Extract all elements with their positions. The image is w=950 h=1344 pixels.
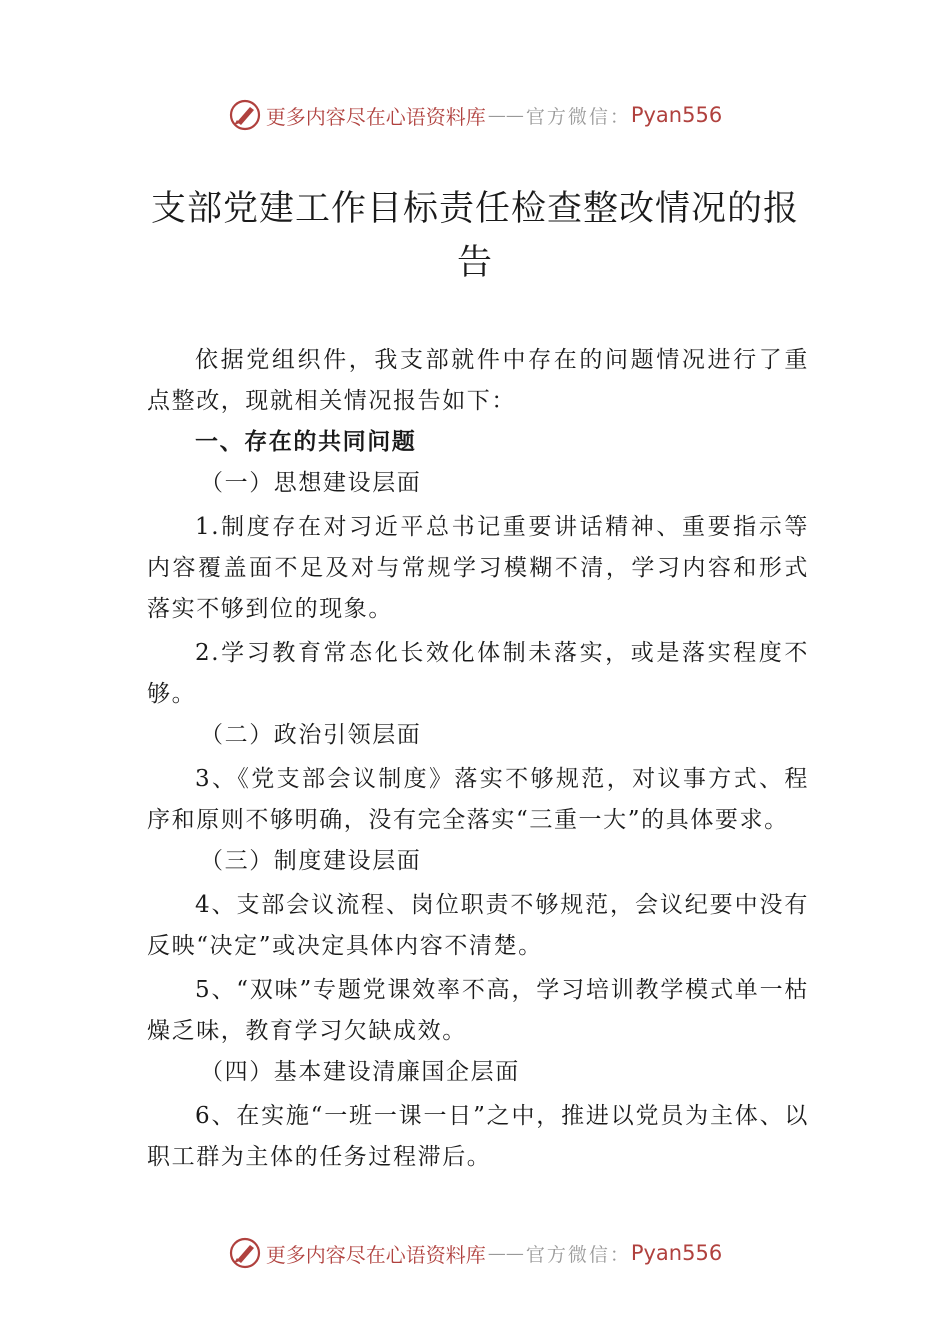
watermark-header: [0, 95, 950, 135]
logo-icon: [228, 98, 262, 132]
watermark-label: 官方微信：: [525, 1243, 631, 1266]
document-body: [147, 340, 809, 1178]
logo-icon: [228, 1236, 262, 1270]
watermark-text: 更多内容尽在心语资料库: [265, 1242, 486, 1267]
subsection-heading: （二）政治引领层面: [200, 722, 422, 748]
paragraph: 1.制度存在对习近平总书记重要讲话精神、重要指示等内容覆盖面不足及对与常规学习模糊不清，学习内容和形式落实不够到位的现象。: [147, 514, 809, 622]
paragraph: 6、在实施“一班一课一日”之中，推进以党员为主体、以职工群为主体的任务过程滞后。: [147, 1103, 809, 1170]
document-title: 支部党建工作目标责任检查整改情况的报告: [150, 189, 799, 283]
subsection-heading: （四）基本建设清廉国企层面: [200, 1059, 520, 1085]
subsection-heading: （三）制度建设层面: [200, 848, 422, 874]
watermark-footer: [0, 1233, 950, 1273]
paragraph: 5、“双味”专题党课效率不高，学习培训教学模式单一枯燥乏味，教育学习欠缺成效。: [147, 977, 809, 1044]
watermark-label: 官方微信：: [525, 105, 631, 128]
watermark-dash: ——: [487, 104, 524, 126]
section-heading: 一、存在的共同问题: [195, 429, 417, 455]
paragraph: 4、支部会议流程、岗位职责不够规范，会议纪要中没有反映“决定”或决定具体内容不清楚。: [147, 892, 809, 959]
watermark-text: 更多内容尽在心语资料库: [265, 104, 486, 129]
paragraph: 2.学习教育常态化长效化体制未落实，或是落实程度不够。: [147, 640, 809, 707]
paragraph: 3、《党支部会议制度》落实不够规范，对议事方式、程序和原则不够明确，没有完全落实“三重一大”的具体要求。: [147, 766, 809, 833]
watermark-wechat-id: Pyan556: [630, 103, 723, 127]
subsection-heading: （一）思想建设层面: [200, 470, 422, 496]
paragraph: 依据党组织件，我支部就件中存在的问题情况进行了重点整改，现就相关情况报告如下：: [147, 347, 809, 414]
watermark-dash: ——: [487, 1242, 524, 1264]
watermark-wechat-id: Pyan556: [630, 1241, 723, 1265]
